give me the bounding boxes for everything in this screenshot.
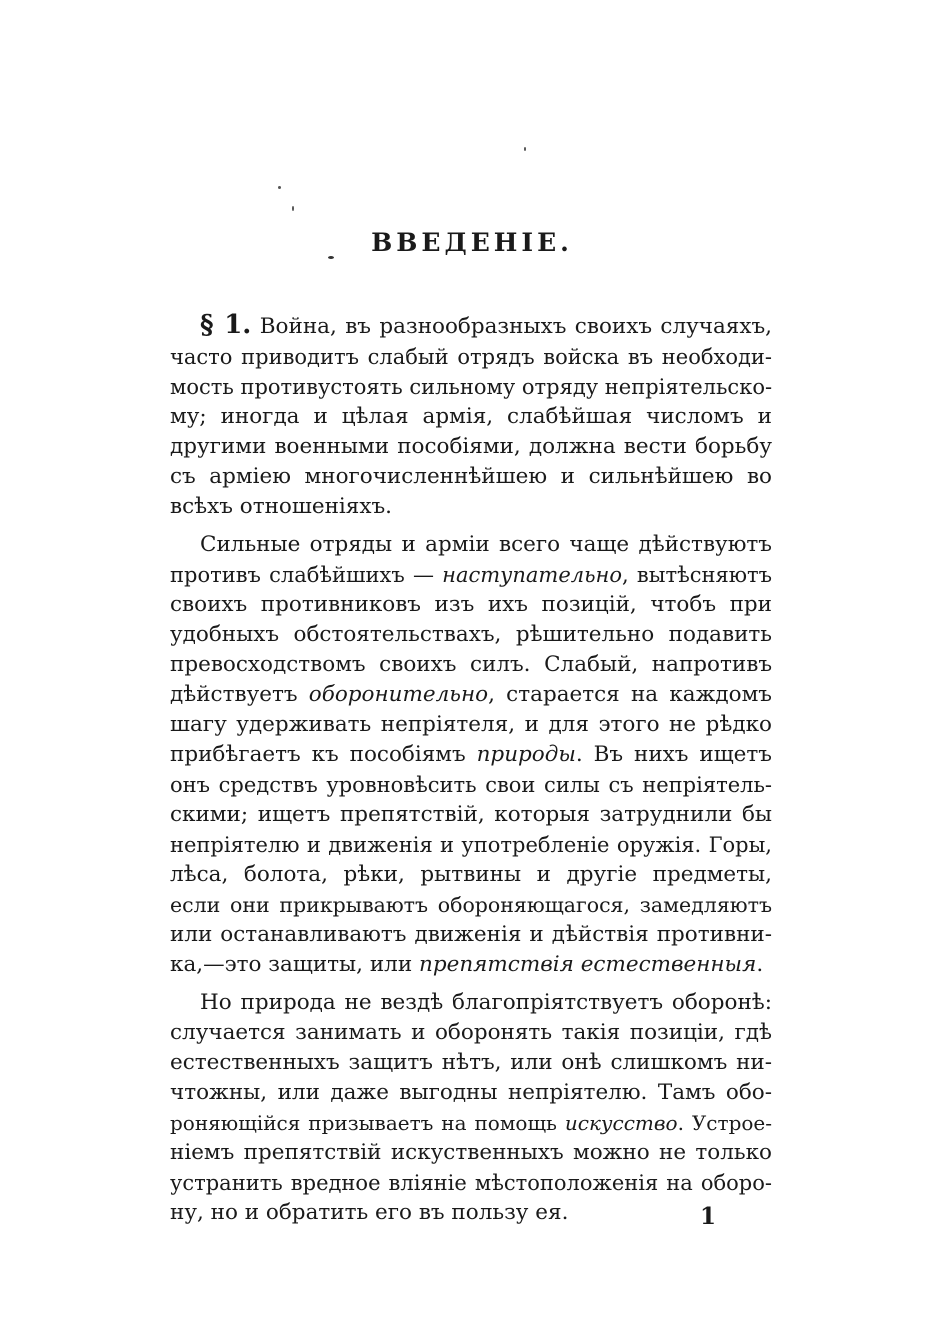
text-line: дѣйствуетъ оборонительно, старается на каждомъ	[170, 682, 772, 707]
text-line: удобныхъ обстоятельствахъ, рѣшительно подавить	[170, 622, 772, 647]
text-line: или останавливаютъ движенiя и дѣйствiя противни-	[170, 922, 772, 947]
section-number: § 1.	[200, 310, 252, 340]
text-line: непрiятелю и движенiя и употребленiе оружiя. Горы,	[170, 833, 772, 857]
text-line: § 1. Война, въ разнообразныхъ своихъ случаяхъ,	[200, 310, 772, 340]
text-line: мость противустоять сильному отряду непрiятельско-	[170, 375, 773, 399]
text-line: устранить вредное влiянiе мѣстоположенiя на оборо-	[170, 1171, 772, 1195]
text-line: случается занимать и оборонять такiя позицiи, гдѣ	[170, 1020, 772, 1045]
italic-term: наступательно	[442, 563, 623, 587]
text-line: своихъ противниковъ изъ ихъ позицiй, чтобъ при	[170, 592, 772, 617]
text-line: противъ слабѣйшихъ — наступательно, вытѣсняютъ	[170, 563, 772, 587]
page-number: 1	[700, 1203, 717, 1230]
text-line: скими; ищетъ препятствiй, которыя затруднили бы	[170, 802, 772, 827]
text-line: часто приводитъ слабый отрядъ войска въ необходи-	[170, 345, 772, 369]
ink-speck	[278, 186, 281, 189]
text-line: превосходствомъ своихъ силъ. Слабый, напротивъ	[170, 652, 772, 677]
text-line: Сильные отряды и армiи всего чаще дѣйствуютъ	[200, 532, 772, 557]
page-title: ВВЕДЕНIЕ.	[371, 228, 573, 257]
italic-term: искусство	[564, 1111, 678, 1135]
paragraph-3	[170, 988, 772, 1228]
text-line: прибѣгаетъ къ пособiямъ природы. Въ нихъ ищетъ	[170, 742, 772, 767]
italic-term: оборонительно	[308, 682, 489, 707]
ink-speck	[292, 206, 294, 211]
text-line: всѣхъ отношенiяхъ.	[170, 494, 392, 519]
text-line: если они прикрываютъ обороняющагося, замедляютъ	[170, 893, 772, 917]
body-text	[170, 310, 772, 1236]
italic-term: препятствiя естественныя	[419, 952, 757, 977]
paragraph-1	[170, 310, 772, 522]
text-line: другими военными пособiями, должна вести борьбу	[170, 434, 772, 459]
text-line: нiемъ препятствiй искуственныхъ можно не только	[170, 1140, 772, 1165]
ink-speck	[524, 147, 526, 151]
text-line: онъ средствъ уровновѣсить свои силы съ непрiятель-	[170, 773, 772, 797]
text-line: лѣса, болота, рѣки, рытвины и другiе предметы,	[170, 862, 772, 887]
text-line: Но природа не вездѣ благопрiятствуетъ оборонѣ:	[200, 990, 772, 1015]
text-line: ка,—это защиты, или препятствiя естественныя.	[170, 952, 764, 977]
paragraph-2	[170, 530, 772, 980]
italic-term: природы	[476, 742, 576, 767]
text-line: роняющiйся призываетъ на помощь искусство. Устрое-	[170, 1111, 773, 1135]
text-line: чтожны, или даже выгодны непрiятелю. Тамъ обо-	[170, 1080, 772, 1105]
text-line: естественныхъ защитъ нѣтъ, или онѣ слишкомъ ни-	[170, 1050, 772, 1075]
text-line: му; иногда и цѣлая армiя, слабѣйшая числомъ и	[170, 404, 772, 429]
text-line: ну, но и обратить его въ пользу ея.	[170, 1200, 569, 1225]
text-line: съ армiею многочисленнѣйшею и сильнѣйшею во	[170, 464, 772, 489]
text-line: шагу удерживать непрiятеля, и для этого не рѣдко	[170, 712, 772, 737]
